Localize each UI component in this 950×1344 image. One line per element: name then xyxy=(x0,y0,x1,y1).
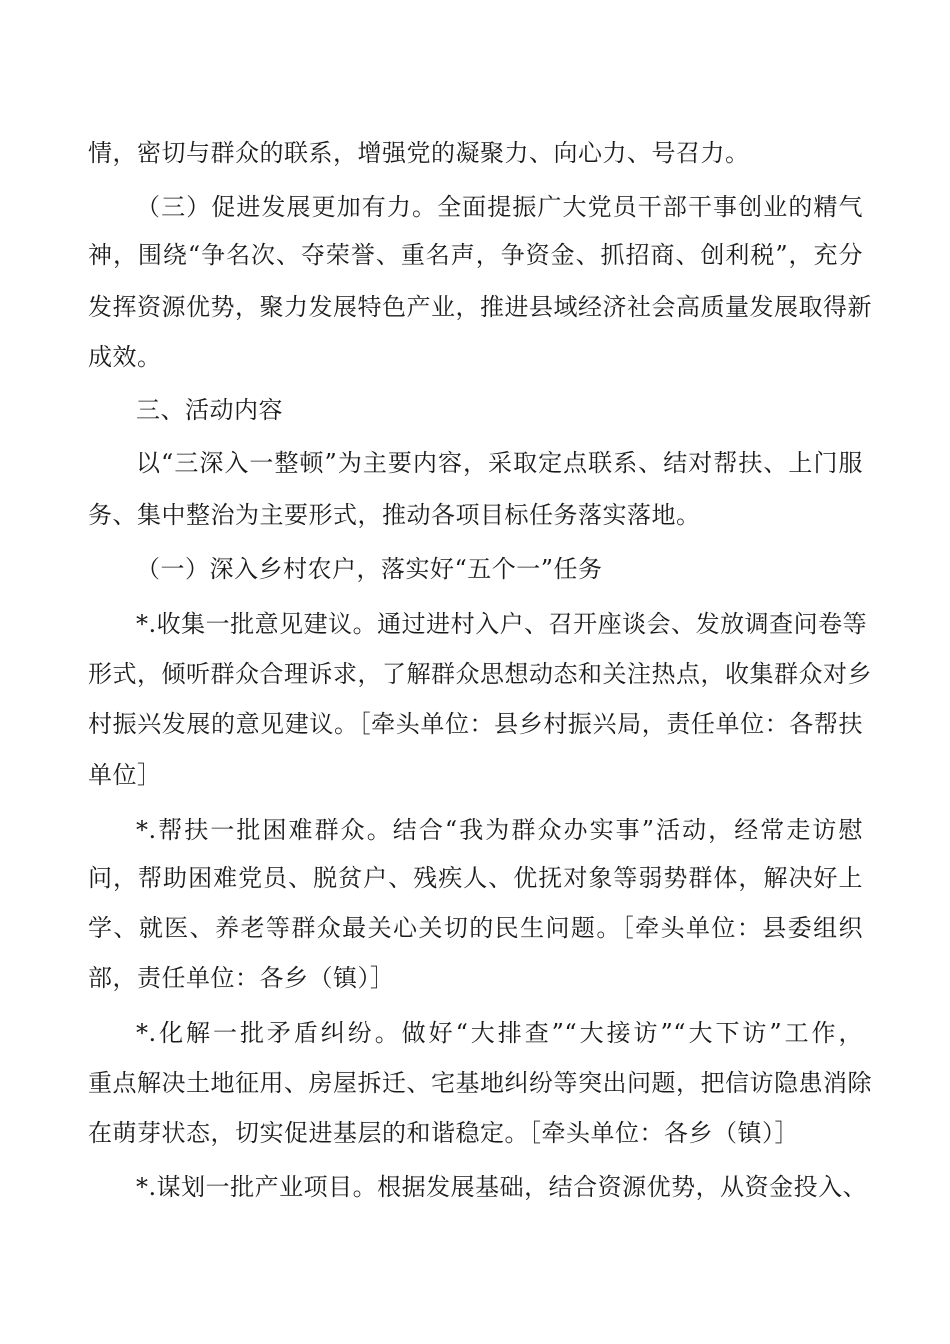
text-line: 单位］ xyxy=(88,761,162,789)
text-line: 形式，倾听群众合理诉求，了解群众思想动态和关注热点，收集群众对乡 xyxy=(88,660,872,688)
text-line: 重点解决土地征用、房屋拆迁、宅基地纠纷等突出问题，把信访隐患消除 xyxy=(88,1069,872,1097)
text-line: （三）促进发展更加有力。全面提振广大党员干部干事创业的精气 xyxy=(136,193,863,221)
text-line: 学、就医、养老等群众最关心关切的民生问题。［牵头单位：县委组织 xyxy=(88,914,863,942)
text-line: 问，帮助困难党员、脱贫户、残疾人、优抚对象等弱势群体，解决好上 xyxy=(88,864,863,892)
text-line: *.化解一批矛盾纠纷。做好“大排查”“大接访”“大下访”工作， xyxy=(136,1019,863,1047)
text-line: 成效。 xyxy=(88,343,162,371)
text-line: 神，围绕“争名次、夺荣誉、重名声，争资金、抓招商、创利税”，充分 xyxy=(88,241,863,269)
text-line: 村振兴发展的意见建议。［牵头单位：县乡村振兴局，责任单位：各帮扶 xyxy=(88,710,863,738)
text-line: 情，密切与群众的联系，增强党的凝聚力、向心力、号召力。 xyxy=(88,139,750,167)
text-line: 发挥资源优势，聚力发展特色产业，推进县域经济社会高质量发展取得新 xyxy=(88,293,872,321)
section-heading: 三、活动内容 xyxy=(136,396,283,424)
text-line: *.收集一批意见建议。通过进村入户、召开座谈会、发放调查问卷等 xyxy=(136,610,868,638)
text-line: *.谋划一批产业项目。根据发展基础，结合资源优势，从资金投入、 xyxy=(136,1173,868,1201)
text-line: 以“三深入一整顿”为主要内容，采取定点联系、结对帮扶、上门服 xyxy=(136,449,863,477)
subsection-heading: （一）深入乡村农户，落实好“五个一”任务 xyxy=(136,555,603,583)
text-line: *.帮扶一批困难群众。结合“我为群众办实事”活动，经常走访慰 xyxy=(136,816,863,844)
text-line: 在萌芽状态，切实促进基层的和谐稳定。［牵头单位：各乡（镇）］ xyxy=(88,1119,799,1147)
text-line: 务、集中整治为主要形式，推动各项目标任务落实落地。 xyxy=(88,501,701,529)
text-line: 部，责任单位：各乡（镇）］ xyxy=(88,964,395,992)
